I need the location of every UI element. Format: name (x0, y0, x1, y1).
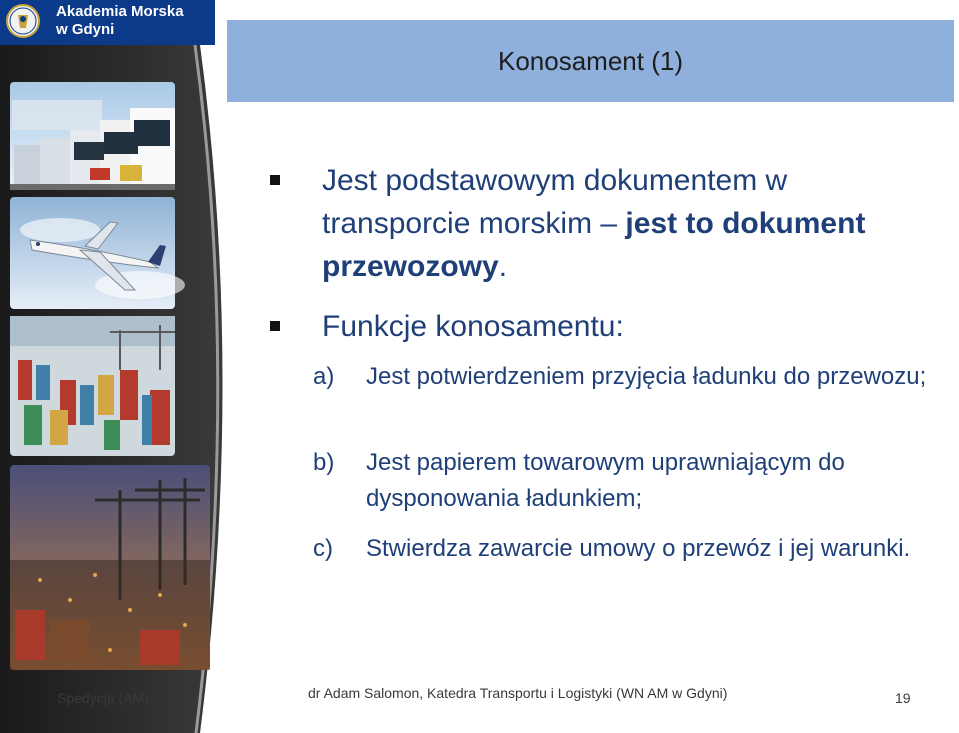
sub-item-text: Jest papierem towarowym uprawniającym do dysponowania ładunkiem; (366, 449, 845, 512)
institution-logo (0, 0, 215, 45)
sub-item-label: b) (313, 449, 335, 476)
bullet-text-after: . (498, 250, 508, 283)
footer-author: dr Adam Salomon, Katedra Transportu i Logistyki (WN AM w Gdyni) (308, 685, 728, 701)
sub-item-text: Jest potwierdzeniem przyjęcia ładunku do przewozu; (366, 363, 927, 390)
logo-line-1: Akademia Morska (56, 3, 184, 20)
footer-course: Spedycja (AM) (57, 690, 149, 706)
square-bullet-icon (270, 321, 280, 331)
square-bullet-icon (270, 175, 280, 185)
bullet-text: Funkcje konosamentu: (322, 310, 624, 343)
bullet-text-plain: Jest podstawowym dokumentem w transporcie morskim – (322, 164, 788, 240)
bullet-text-bold: jest to dokument przewozowy (322, 207, 866, 283)
photo-strip-graphic (0, 0, 225, 733)
slide-title: Konosament (1) (498, 45, 683, 76)
university-emblem-icon (6, 4, 40, 38)
sub-item-label: a) (313, 363, 335, 390)
bullet-item (270, 305, 910, 349)
airplane-photo (10, 197, 185, 309)
trucks-photo (10, 82, 175, 190)
bullet-item (270, 159, 910, 291)
sub-list-item (313, 531, 933, 603)
sub-list-item (313, 445, 933, 517)
container-terminal-photo (10, 316, 175, 456)
sub-item-text: Stwierdza zawarcie umowy o przewóz i jej warunki. (366, 535, 911, 562)
sub-list-item (313, 359, 933, 431)
left-photo-strip (0, 0, 225, 733)
logo-text (56, 3, 184, 39)
port-night-photo (10, 465, 210, 670)
page-number: 19 (895, 690, 911, 706)
sub-item-label: c) (313, 535, 333, 562)
emblem-graphic (8, 6, 38, 36)
bullet-text (322, 159, 912, 288)
logo-line-2: w Gdyni (56, 21, 115, 38)
